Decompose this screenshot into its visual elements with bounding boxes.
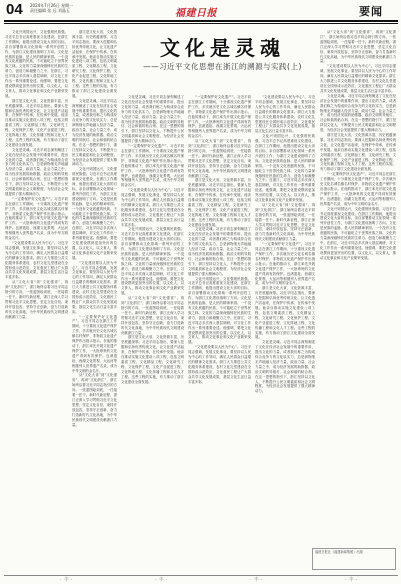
column-text: 文化兴则国运兴，文化强则民族强。习近平总书记高度重视文化建设，在浙江工作期间，他提出建设文化大省的目标，亲自部署推动文化领域一系列开创性工作，为浙江文化建设指明了方向。文化是民族的血脉，是人民的精神家园。一个没有文化底蕴的民族，不可能屹立于世界民族之林。文化的力量深深熔铸在民族的生命力、创造力和凝聚力之中。在浙江，习近平同志多次深入基层调研，对文化工作作出一系列重要论述。他强调，要把文化建设摆到更加突出的位置，以文化人、以文育人，推动文化事业和文化产业繁荣发展。 (5, 30, 68, 98)
newspaper-masthead: 福建日报 (175, 8, 217, 19)
article-subtitle: ——习近平文化思想在浙江的溯源与实践(上) (143, 62, 302, 71)
column-text: 文化是灵魂。习近平同志深刻阐述了文化在经济社会发展中的重要作用，提出文化的力量，或者我们称之为构成综合竞争力的文化软实力，总是润物细无声地融入经济力量、政治力量、社会力量之中，成为经济发展的助推器、政治文明的导航灯、社会和谐的粘合剂。在这一思想的指引下，浙江坚持以文化人，不断提升公民文明素质和社会文明程度，为经济社会发展提供了强大精神动力。 (255, 340, 315, 394)
column-text: “一定要保护好文化遗产”。习近平同志在浙江工作期间，十分重视文化遗产保护工作，多次就历史文化名城名镇名村保护、非物质文化遗产保护作出指示批示。在他的推动下，浙江率先开展文化遗产保护工作，一大批珍贵的文化遗产得到有效保护。良渚遗址、西湖文化景观、大运河等相继列入世界遗产名录，成为中华文明的金名片。 (5, 196, 68, 241)
column-text: “一定要保护好文化遗产”。习近平同志在浙江工作期间，十分重视文化遗产保护工作，多次就历史文化名城名镇名村保护、非物质文化遗产保护作出指示批示。在他的推动下，浙江率先开展文化遗产保护工作，一大批珍贵的文化遗产得到有效保护。良渚遗址、西湖文化景观、大运河等相继列入世界遗产名录，成为中华文明的金名片。 (72, 314, 117, 373)
column-text: 文化兴则国运兴，文化强则民族强。习近平总书记高度重视文化建设，在浙江工作期间，他提出建设文化大省的目标，亲自部署推动文化领域一系列开创性工作，为浙江文化建设指明了方向。文化是民族的血脉，是人民的精神家园。一个没有文化底蕴的民族，不可能屹立于世界民族之林。文化的力量深深熔铸在民族的生命力、创造力和凝聚力之中。在浙江，习近平同志多次深入基层调研，对文化工作作出一系列重要论述。他强调，要把文化建设摆到更加突出的位置，以文化人、以文育人，推动文化事业和文化产业繁荣发展。 (255, 134, 315, 203)
footer-mark: ·丰· (60, 577, 75, 583)
article-column-5 (255, 95, 315, 570)
column-text: 浙江是文化大省，文化资源丰富，历史底蕴深厚。习近平同志指出，要深入挖掘和弘扬优秀传统文化，让文化遗产活起来，在保护中传承，在传承中发展。他亲自推动实施文化建设八项工程，包括文明素质工程、文化精品工程、文化研究工程、文化保护工程、文化产业促进工程、文化阵地工程、文化传播工程和文化人才工程。这些工程的实施，有力推动了浙江文化建设全面发展。 (320, 133, 396, 172)
header-rule-thin (4, 23, 398, 24)
column-text: 从“文化大省”到“文化强省”，再到“文化浙江”，浙江始终沿着习近平同志指引的方向，一张蓝图绘到底，一任接着一任干。新时代新征程，浙江正深入学习贯彻习近平文化思想，坚定文化自信，秉持开放包容，坚持守正创新，奋力打造新时代文化高地，为中华民族现代文明建设贡献浙江力量。 (188, 139, 251, 178)
issue-editors: 责任编辑 张 远 刘晶玉 (30, 8, 70, 13)
column-text: 从“文化大省”到“文化强省”，再到“文化浙江”，浙江始终沿着习近平同志指引的方向，一张蓝图绘到底，一任接着一任干。新时代新征程，浙江正深入学习贯彻习近平文化思想，坚定文化自信，秉持开放包容，坚持守正创新，奋力打造新时代文化高地，为中华民族现代文明建设贡献浙江力量。 (320, 30, 396, 64)
column-text: 文化兴则国运兴，文化强则民族强。习近平总书记高度重视文化建设，在浙江工作期间，他提出建设文化大省的目标，亲自部署推动文化领域一系列开创性工作，为浙江文化建设指明了方向。文化是民族的血脉，是人民的精神家园。一个没有文化底蕴的民族，不可能屹立于世界民族之林。文化的力量深深熔铸在民族的生命力、创造力和凝聚力之中。在浙江，习近平同志多次深入基层调研，对文化工作作出一系列重要论述。他强调，要把文化建设摆到更加突出的位置，以文化人、以文育人，推动文化事业和文化产业繁荣发展。 (320, 206, 396, 260)
column-text: 文化是灵魂。习近平同志深刻阐述了文化在经济社会发展中的重要作用，提出文化的力量，或者我们称之为构成综合竞争力的文化软实力，总是润物细无声地融入经济力量、政治力量、社会力量之中，成为经济发展的助推器、政治文明的导航灯、社会和谐的粘合剂。在这一思想的指引下，浙江坚持以文化人，不断提升公民文明素质和社会文明程度，为经济社会发展提供了强大精神动力。 (5, 147, 68, 196)
column-text: “文化建设要以人民为中心”。习近平同志强调，发展文化事业，要坚持以人民为中心的工作导向，满足人民群众日益增长的精神文化需求。浙江大力推进公共文化服务体系建设，农村文化礼堂建设在全国形成示范效应，文化惠民工程让广大群众共享文化发展成果，基层文化生活日益丰富多彩。 (320, 64, 396, 93)
column-text: 浙江是文化大省，文化资源丰富，历史底蕴深厚。习近平同志指出，要深入挖掘和弘扬优秀传统文化，让文化遗产活起来，在保护中传承，在传承中发展。他亲自推动实施文化建设八项工程，包括文明素质工程、文化精品工程、文化研究工程、文化保护工程、文化产业促进工程、文化阵地工程、文化传播工程和文化人才工程。这些工程的实施，有力推动了浙江文化建设全面发展。 (255, 286, 315, 340)
column-text: 从“文化大省”到“文化强省”，再到“文化浙江”，浙江始终沿着习近平同志指引的方向，一张蓝图绘到底，一任接着一任干。新时代新征程，浙江正深入学习贯彻习近平文化思想，坚定文化自信，秉持开放包容，坚持守正创新，奋力打造新时代文化高地，为中华民族现代文明建设贡献浙江力量。 (255, 202, 315, 242)
issue-date: 2024年7月26日 星期一 (30, 3, 74, 8)
publisher-note: 福建日报社（福建新闻集团）出版 (315, 550, 363, 554)
column-text: 从“文化大省”到“文化强省”，再到“文化浙江”，浙江始终沿着习近平同志指引的方向，一张蓝图绘到底，一任接着一任干。新时代新征程，浙江正深入学习贯彻习近平文化思想，坚定文化自信，秉持开放包容，坚持守正创新，奋力打造新时代文化高地，为中华民族现代文明建设贡献浙江力量。 (121, 296, 184, 335)
column-text: “文化建设要以人民为中心”。习近平同志强调，发展文化事业，要坚持以人民为中心的工作导向，满足人民群众日益增长的精神文化需求。浙江大力推进公共文化服务体系建设，农村文化礼堂建设在全国形成示范效应，文化惠民工程让广大群众共享文化发展成果，基层文化生活日益丰富多彩。 (255, 95, 315, 134)
article-column-1 (5, 30, 68, 570)
column-text: 从“文化大省”到“文化强省”，再到“文化浙江”，浙江始终沿着习近平同志指引的方向，一张蓝图绘到底，一任接着一任干。新时代新征程，浙江正深入学习贯彻习近平文化思想，坚定文化自信，秉持开放包容，坚持守正创新，奋力打造新时代文化高地，为中华民族现代文明建设贡献浙江力量。 (5, 280, 68, 319)
column-text: 文化兴则国运兴，文化强则民族强。习近平总书记高度重视文化建设，在浙江工作期间，他提出建设文化大省的目标，亲自部署推动文化领域一系列开创性工作，为浙江文化建设指明了方向。文化是民族的血脉，是人民的精神家园。一个没有文化底蕴的民族，不可能屹立于世界民族之林。文化的力量深深熔铸在民族的生命力、创造力和凝聚力之中。在浙江，习近平同志多次深入基层调研，对文化工作作出一系列重要论述。他强调，要把文化建设摆到更加突出的位置，以文化人、以文育人，推动文化事业和文化产业繁荣发展。 (121, 227, 184, 296)
column-text: 浙江是文化大省，文化资源丰富，历史底蕴深厚。习近平同志指出，要深入挖掘和弘扬优秀传统文化，让文化遗产活起来，在保护中传承，在传承中发展。他亲自推动实施文化建设八项工程，包括文明素质工程、文化精品工程、文化研究工程、文化保护工程、文化产业促进工程、文化阵地工程、文化传播工程和文化人才工程。这些工程的实施，有力推动了浙江文化建设全面发展。 (72, 30, 117, 98)
page-number: 04 (6, 1, 23, 18)
column-text: “文化建设要以人民为中心”。习近平同志强调，发展文化事业，要坚持以人民为中心的工作导向，满足人民群众日益增长的精神文化需求。浙江大力推进公共文化服务体系建设，农村文化礼堂建设在全国形成示范效应，文化惠民工程让广大群众共享文化发展成果，基层文化生活日益丰富多彩。 (188, 345, 251, 384)
issue-meta (30, 3, 73, 13)
article-column-4 (188, 95, 251, 570)
column-text: “一定要保护好文化遗产”。习近平同志在浙江工作期间，十分重视文化遗产保护工作，多次就历史文化名城名镇名村保护、非物质文化遗产保护作出指示批示。在他的推动下，浙江率先开展文化遗产保护工作，一大批珍贵的文化遗产得到有效保护。良渚遗址、西湖文化景观、大运河等相继列入世界遗产名录，成为中华文明的金名片。 (320, 172, 396, 206)
footer-mark: ·丰· (155, 577, 170, 583)
column-text: “文化建设要以人民为中心”。习近平同志强调，发展文化事业，要坚持以人民为中心的工作导向，满足人民群众日益增长的精神文化需求。浙江大力推进公共文化服务体系建设，农村文化礼堂建设在全国形成示范效应，文化惠民工程让广大群众共享文化发展成果，基层文化生活日益丰富多彩。 (121, 188, 184, 227)
column-text: 文化是灵魂。习近平同志深刻阐述了文化在经济社会发展中的重要作用，提出文化的力量，或者我们称之为构成综合竞争力的文化软实力，总是润物细无声地融入经济力量、政治力量、社会力量之中，成为经济发展的助推器、政治文明的导航灯、社会和谐的粘合剂。在这一思想的指引下，浙江坚持以文化人，不断提升公民文明素质和社会文明程度，为经济社会发展提供了强大精神动力。 (188, 227, 251, 276)
column-text: 文化兴则国运兴，文化强则民族强。习近平总书记高度重视文化建设，在浙江工作期间，他提出建设文化大省的目标，亲自部署推动文化领域一系列开创性工作，为浙江文化建设指明了方向。文化是民族的血脉，是人民的精神家园。一个没有文化底蕴的民族，不可能屹立于世界民族之林。文化的力量深深熔铸在民族的生命力、创造力和凝聚力之中。在浙江，习近平同志多次深入基层调研，对文化工作作出一系列重要论述。他强调，要把文化建设摆到更加突出的位置，以文化人、以文育人，推动文化事业和文化产业繁荣发展。 (72, 167, 117, 260)
column-text: “一定要保护好文化遗产”。习近平同志在浙江工作期间，十分重视文化遗产保护工作，多次就历史文化名城名镇名村保护、非物质文化遗产保护作出指示批示。在他的推动下，浙江率先开展文化遗产保护工作，一大批珍贵的文化遗产得到有效保护。良渚遗址、西湖文化景观、大运河等相继列入世界遗产名录，成为中华文明的金名片。 (255, 242, 315, 286)
column-text: 文化兴则国运兴，文化强则民族强。习近平总书记高度重视文化建设，在浙江工作期间，他提出建设文化大省的目标，亲自部署推动文化领域一系列开创性工作，为浙江文化建设指明了方向。文化是民族的血脉，是人民的精神家园。一个没有文化底蕴的民族，不可能屹立于世界民族之林。文化的力量深深熔铸在民族的生命力、创造力和凝聚力之中。在浙江，习近平同志多次深入基层调研，对文化工作作出一系列重要论述。他强调，要把文化建设摆到更加突出的位置，以文化人、以文育人，推动文化事业和文化产业繁荣发展。 (188, 276, 251, 345)
article-column-6 (320, 30, 396, 545)
column-text: 文化是灵魂。习近平同志深刻阐述了文化在经济社会发展中的重要作用，提出文化的力量，或者我们称之为构成综合竞争力的文化软实力，总是润物细无声地融入经济力量、政治力量、社会力量之中，成为经济发展的助推器、政治文明的导航灯、社会和谐的粘合剂。在这一思想的指引下，浙江坚持以文化人，不断提升公民文明素质和社会文明程度，为经济社会发展提供了强大精神动力。 (121, 95, 184, 144)
section-name: 要闻 (359, 5, 383, 18)
column-text: “文化建设要以人民为中心”。习近平同志强调，发展文化事业，要坚持以人民为中心的工作导向，满足人民群众日益增长的精神文化需求。浙江大力推进公共文化服务体系建设，农村文化礼堂建设在全国形成示范效应，文化惠民工程让广大群众共享文化发展成果，基层文化生活日益丰富多彩。 (72, 260, 117, 314)
footer-mark: ·丰· (250, 577, 265, 583)
column-text: 文化是灵魂。习近平同志深刻阐述了文化在经济社会发展中的重要作用，提出文化的力量，或者我们称之为构成综合竞争力的文化软实力，总是润物细无声地融入经济力量、政治力量、社会力量之中，成为经济发展的助推器、政治文明的导航灯、社会和谐的粘合剂。在这一思想的指引下，浙江坚持以文化人，不断提升公民文明素质和社会文明程度，为经济社会发展提供了强大精神动力。 (320, 93, 396, 133)
article-title-block (120, 36, 325, 88)
column-text: 浙江是文化大省，文化资源丰富，历史底蕴深厚。习近平同志指出，要深入挖掘和弘扬优秀传统文化，让文化遗产活起来，在保护中传承，在传承中发展。他亲自推动实施文化建设八项工程，包括文明素质工程、文化精品工程、文化研究工程、文化保护工程、文化产业促进工程、文化阵地工程、文化传播工程和文化人才工程。这些工程的实施，有力推动了浙江文化建设全面发展。 (5, 98, 68, 147)
article-column-3 (121, 95, 184, 570)
publisher-note-box (312, 548, 396, 570)
article-column-2 (72, 30, 117, 570)
column-text: 浙江是文化大省，文化资源丰富，历史底蕴深厚。习近平同志指出，要深入挖掘和弘扬优秀传统文化，让文化遗产活起来，在保护中传承，在传承中发展。他亲自推动实施文化建设八项工程，包括文明素质工程、文化精品工程、文化研究工程、文化保护工程、文化产业促进工程、文化阵地工程、文化传播工程和文化人才工程。这些工程的实施，有力推动了浙江文化建设全面发展。 (188, 178, 251, 227)
column-text: 从“文化大省”到“文化强省”，再到“文化浙江”，浙江始终沿着习近平同志指引的方向，一张蓝图绘到底，一任接着一任干。新时代新征程，浙江正深入学习贯彻习近平文化思想，坚定文化自信，秉持开放包容，坚持守正创新，奋力打造新时代文化高地，为中华民族现代文明建设贡献浙江力量。 (72, 373, 117, 427)
footer-mark: ·丰· (345, 577, 360, 583)
article-title: 文化是灵魂 (160, 36, 285, 60)
header-rule-thick (4, 20, 398, 22)
column-text: 文化是灵魂。习近平同志深刻阐述了文化在经济社会发展中的重要作用，提出文化的力量，或者我们称之为构成综合竞争力的文化软实力，总是润物细无声地融入经济力量、政治力量、社会力量之中，成为经济发展的助推器、政治文明的导航灯、社会和谐的粘合剂。在这一思想的指引下，浙江坚持以文化人，不断提升公民文明素质和社会文明程度，为经济社会发展提供了强大精神动力。 (72, 98, 117, 167)
column-text: 浙江是文化大省，文化资源丰富，历史底蕴深厚。习近平同志指出，要深入挖掘和弘扬优秀传统文化，让文化遗产活起来，在保护中传承，在传承中发展。他亲自推动实施文化建设八项工程，包括文明素质工程、文化精品工程、文化研究工程、文化保护工程、文化产业促进工程、文化阵地工程、文化传播工程和文化人才工程。这些工程的实施，有力推动了浙江文化建设全面发展。 (121, 335, 184, 384)
column-text: “一定要保护好文化遗产”。习近平同志在浙江工作期间，十分重视文化遗产保护工作，多次就历史文化名城名镇名村保护、非物质文化遗产保护作出指示批示。在他的推动下，浙江率先开展文化遗产保护工作，一大批珍贵的文化遗产得到有效保护。良渚遗址、西湖文化景观、大运河等相继列入世界遗产名录，成为中华文明的金名片。 (121, 144, 184, 188)
column-text: “文化建设要以人民为中心”。习近平同志强调，发展文化事业，要坚持以人民为中心的工作导向，满足人民群众日益增长的精神文化需求。浙江大力推进公共文化服务体系建设，农村文化礼堂建设在全国形成示范效应，文化惠民工程让广大群众共享文化发展成果，基层文化生活日益丰富多彩。 (5, 240, 68, 280)
column-text: “一定要保护好文化遗产”。习近平同志在浙江工作期间，十分重视文化遗产保护工作，多次就历史文化名城名镇名村保护、非物质文化遗产保护作出指示批示。在他的推动下，浙江率先开展文化遗产保护工作，一大批珍贵的文化遗产得到有效保护。良渚遗址、西湖文化景观、大运河等相继列入世界遗产名录，成为中华文明的金名片。 (188, 95, 251, 139)
